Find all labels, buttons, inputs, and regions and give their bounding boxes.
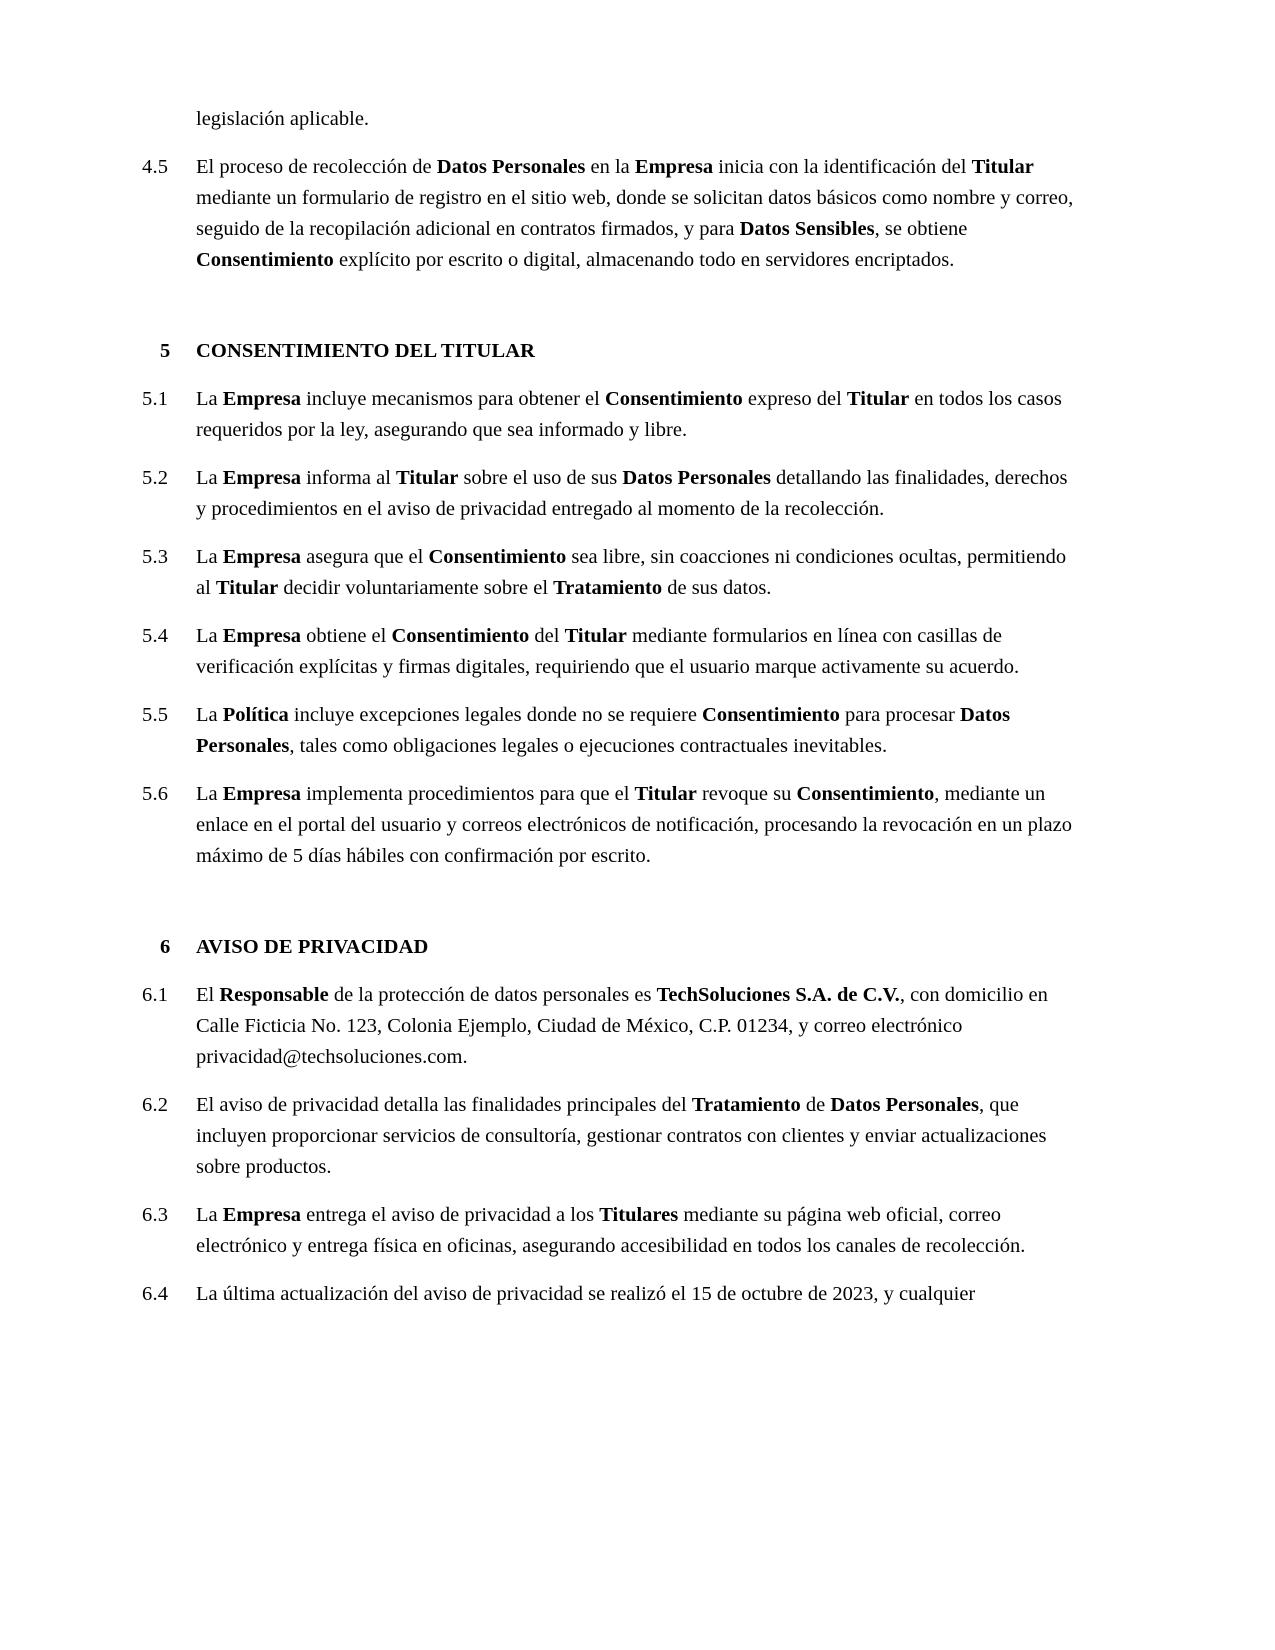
clause-number: 5.6 — [142, 783, 169, 805]
clause-5-2 — [142, 463, 1077, 525]
clause-text: El Responsable de la protección de datos personales es TechSoluciones S.A. de C.V., con domicilio en Calle Ficticia No. 123, Colonia Ejemplo, Ciudad de México, C.P. 01234, y correo electrónico privacidad@techsoluciones.com. — [196, 984, 1048, 1068]
clause-5-4 — [142, 621, 1077, 683]
clause-6-3 — [142, 1200, 1077, 1262]
clause-text: La Empresa incluye mecanismos para obtener el Consentimiento expreso del Titular en todos los casos requeridos por la ley, asegurando que sea informado y libre. — [196, 388, 1062, 441]
section-number: 6 — [160, 936, 171, 958]
clause-5-6 — [142, 779, 1077, 872]
section-title: AVISO DE PRIVACIDAD — [196, 936, 429, 958]
clause-number: 6.3 — [142, 1204, 169, 1226]
continuation-paragraph: legislación aplicable. — [196, 108, 370, 130]
section-title: CONSENTIMIENTO DEL TITULAR — [196, 340, 536, 362]
clause-5-1 — [142, 384, 1077, 446]
clause-number: 6.1 — [142, 984, 169, 1006]
clause-number: 4.5 — [142, 156, 169, 178]
clause-text: La Empresa implementa procedimientos para que el Titular revoque su Consentimiento, mediante un enlace en el portal del usuario y correos electrónicos de notificación, procesando la revocación en un plazo máximo de 5 días hábiles con confirmación por escrito. — [196, 783, 1072, 867]
clause-number: 6.4 — [142, 1283, 169, 1305]
clause-text: El aviso de privacidad detalla las finalidades principales del Tratamiento de Datos Personales, que incluyen proporcionar servicios de consultoría, gestionar contratos con clientes y enviar actualizaciones sobre productos. — [196, 1094, 1047, 1178]
clause-text: La Empresa entrega el aviso de privacidad a los Titulares mediante su página web oficial, correo electrónico y entrega física en oficinas, asegurando accesibilidad en todos los canales de recolección. — [196, 1204, 1026, 1257]
clause-text: La última actualización del aviso de privacidad se realizó el 15 de octubre de 2023, y cualquier — [196, 1283, 976, 1305]
clause-4-5 — [142, 152, 1077, 276]
clause-number: 5.2 — [142, 467, 169, 489]
clause-number: 5.4 — [142, 625, 169, 647]
clause-6-4 — [142, 1279, 1077, 1310]
page-content — [142, 104, 1077, 1310]
clause-5-5 — [142, 700, 1077, 762]
clause-text: La Empresa informa al Titular sobre el uso de sus Datos Personales detallando las finalidades, derechos y procedimientos en el aviso de privacidad entregado al momento de la recolección. — [196, 467, 1068, 520]
section-heading-5 — [142, 336, 1077, 367]
clause-text: La Empresa asegura que el Consentimiento sea libre, sin coacciones ni condiciones ocultas, permitiendo al Titular decidir voluntariamente sobre el Tratamiento de sus datos. — [196, 546, 1067, 599]
clause-number: 5.5 — [142, 704, 169, 726]
section-number: 5 — [160, 340, 171, 362]
clause-5-3 — [142, 542, 1077, 604]
clause-6-2 — [142, 1090, 1077, 1183]
clause-text: La Empresa obtiene el Consentimiento del Titular mediante formularios en línea con casillas de verificación explícitas y firmas digitales, requiriendo que el usuario marque activamente su acuerdo. — [196, 625, 1020, 678]
clause-number: 5.1 — [142, 388, 169, 410]
clause-text: La Política incluye excepciones legales donde no se requiere Consentimiento para procesar Datos Personales, tales como obligaciones legales o ejecuciones contractuales inevitables. — [196, 704, 1011, 757]
clause-text: El proceso de recolección de Datos Personales en la Empresa inicia con la identificación del Titular mediante un formulario de registro en el sitio web, donde se solicitan datos básicos como nombre y correo, seguido de la recopilación adicional en contratos firmados, y para Datos Sensibles, se obtiene Consentimiento explícito por escrito o digital, almacenando todo en servidores encriptados. — [196, 156, 1074, 271]
section-heading-6 — [142, 932, 1077, 963]
clause-number: 6.2 — [142, 1094, 169, 1116]
clause-number: 5.3 — [142, 546, 169, 568]
clause-6-1 — [142, 980, 1077, 1073]
